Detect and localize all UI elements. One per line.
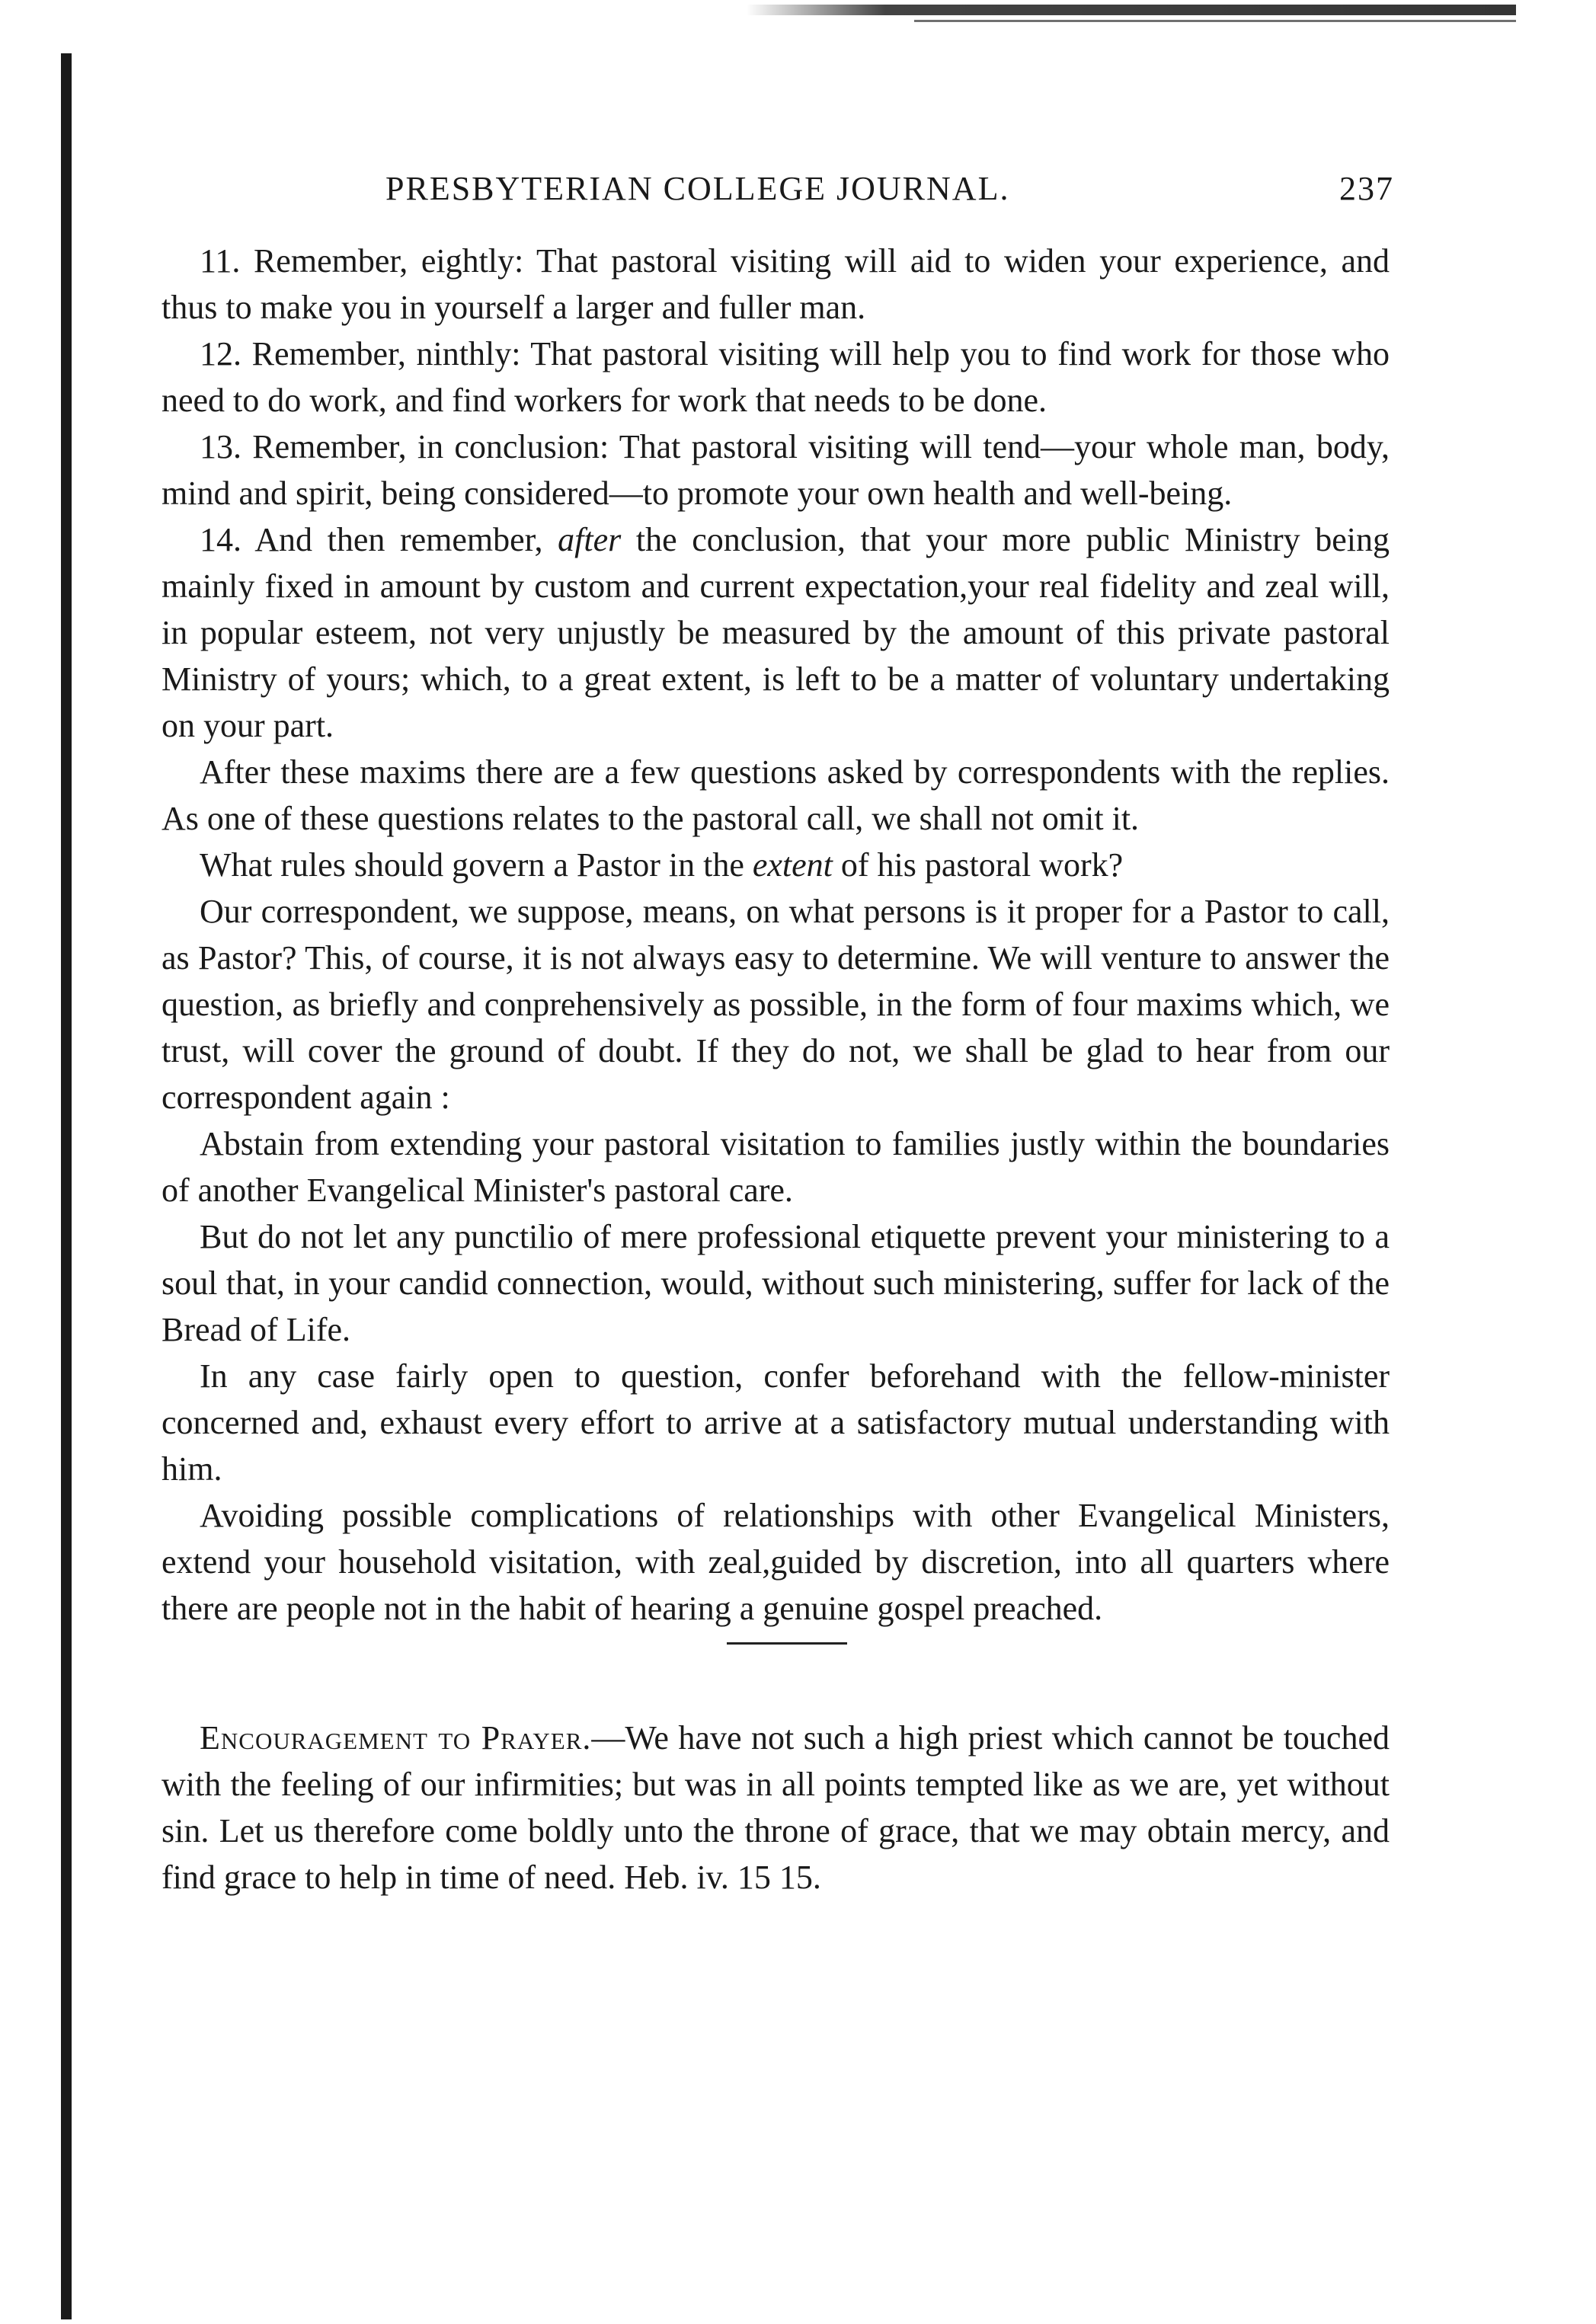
encouragement-paragraph <box>162 1715 1390 1900</box>
maxim-2: But do not let any punctilio of mere professional etiquette prevent your ministering to a soul that, in your candid connection, would, without such ministering, suffer for lack of the Bread of Life. <box>162 1218 1390 1348</box>
paragraph-14-end: the conclusion, that your more public Ministry being mainly fixed in amount by custom and current expectation,your real fidelity and zeal will, in popular esteem, not very unjustly be measured by the amount of this private pastoral Ministry of yours; which, to a great extent, is left to be a matter of voluntary undertaking on your part. <box>162 521 1390 744</box>
page-number: 237 <box>1339 170 1394 207</box>
maxim-4: Avoiding possible complications of relationships with other Evangelical Ministers, extend your household visitation, with zeal,guided by discretion, into all quarters where there are people not in the habit of hearing a genuine gospel preached. <box>162 1497 1390 1627</box>
paragraph-11: 11. Remember, eightly: That pastoral visiting will aid to widen your experience, and thus to make you in yourself a larger and fuller man. <box>162 242 1390 326</box>
answer: Our correspondent, we suppose, means, on what persons is it proper for a Pastor to call, as Pastor? This, of course, it is not always easy to determine. We will venture to answer the question, as briefly and conprehensively as possible, in the form of four maxims which, we trust, will cover the ground of doubt. If they do not, we shall be glad to hear from our correspondent again : <box>162 893 1390 1116</box>
paragraph-13: 13. Remember, in conclusion: That pastoral visiting will tend—your whole man, body, mind and spirit, being considered—to promote your own health and well-being. <box>162 428 1390 512</box>
question-start: What rules should govern a Pastor in the <box>200 846 753 884</box>
paragraph-14 <box>162 516 1390 749</box>
maxim-3: In any case fairly open to question, confer beforehand with the fellow-minister concerned and, exhaust every effort to arrive at a satisfactory mutual understanding with him. <box>162 1357 1390 1488</box>
encouragement-heading: Encouragement to Prayer. <box>200 1719 592 1757</box>
paragraph-14-italic: after <box>558 521 622 558</box>
maxims-intro: After these maxims there are a few questions asked by correspondents with the replies. As one of these questions relates to the pastoral call, we shall not omit it. <box>162 753 1390 837</box>
journal-title: PRESBYTERIAN COLLEGE JOURNAL. <box>385 170 1010 207</box>
top-scan-rule-thin <box>914 20 1516 22</box>
encouragement-text: —We have not such a high priest which cannot be touched with the feeling of our infirmities; but was in all points tempted like as we are, yet without sin. Let us therefore come boldly unto the throne of grace, that we may obtain mercy, and find grace to help in time of need. Heb. iv. 15 15. <box>162 1719 1390 1896</box>
question-italic: extent <box>752 846 833 884</box>
section-divider <box>727 1642 847 1645</box>
running-header <box>385 169 1394 215</box>
article-body <box>162 238 1390 1900</box>
question-end: of his pastoral work? <box>832 846 1124 884</box>
page-edge-shadow <box>61 53 72 2319</box>
paragraph-12: 12. Remember, ninthly: That pastoral visiting will help you to find work for those who need to do work, and find workers for work that needs to be done. <box>162 335 1390 419</box>
question <box>162 842 1390 888</box>
maxim-1: Abstain from extending your pastoral visitation to families justly within the boundaries of another Evangelical Minister's pastoral care. <box>162 1125 1390 1209</box>
top-scan-rule <box>747 5 1516 15</box>
paragraph-14-start: 14. And then remember, <box>200 521 558 558</box>
